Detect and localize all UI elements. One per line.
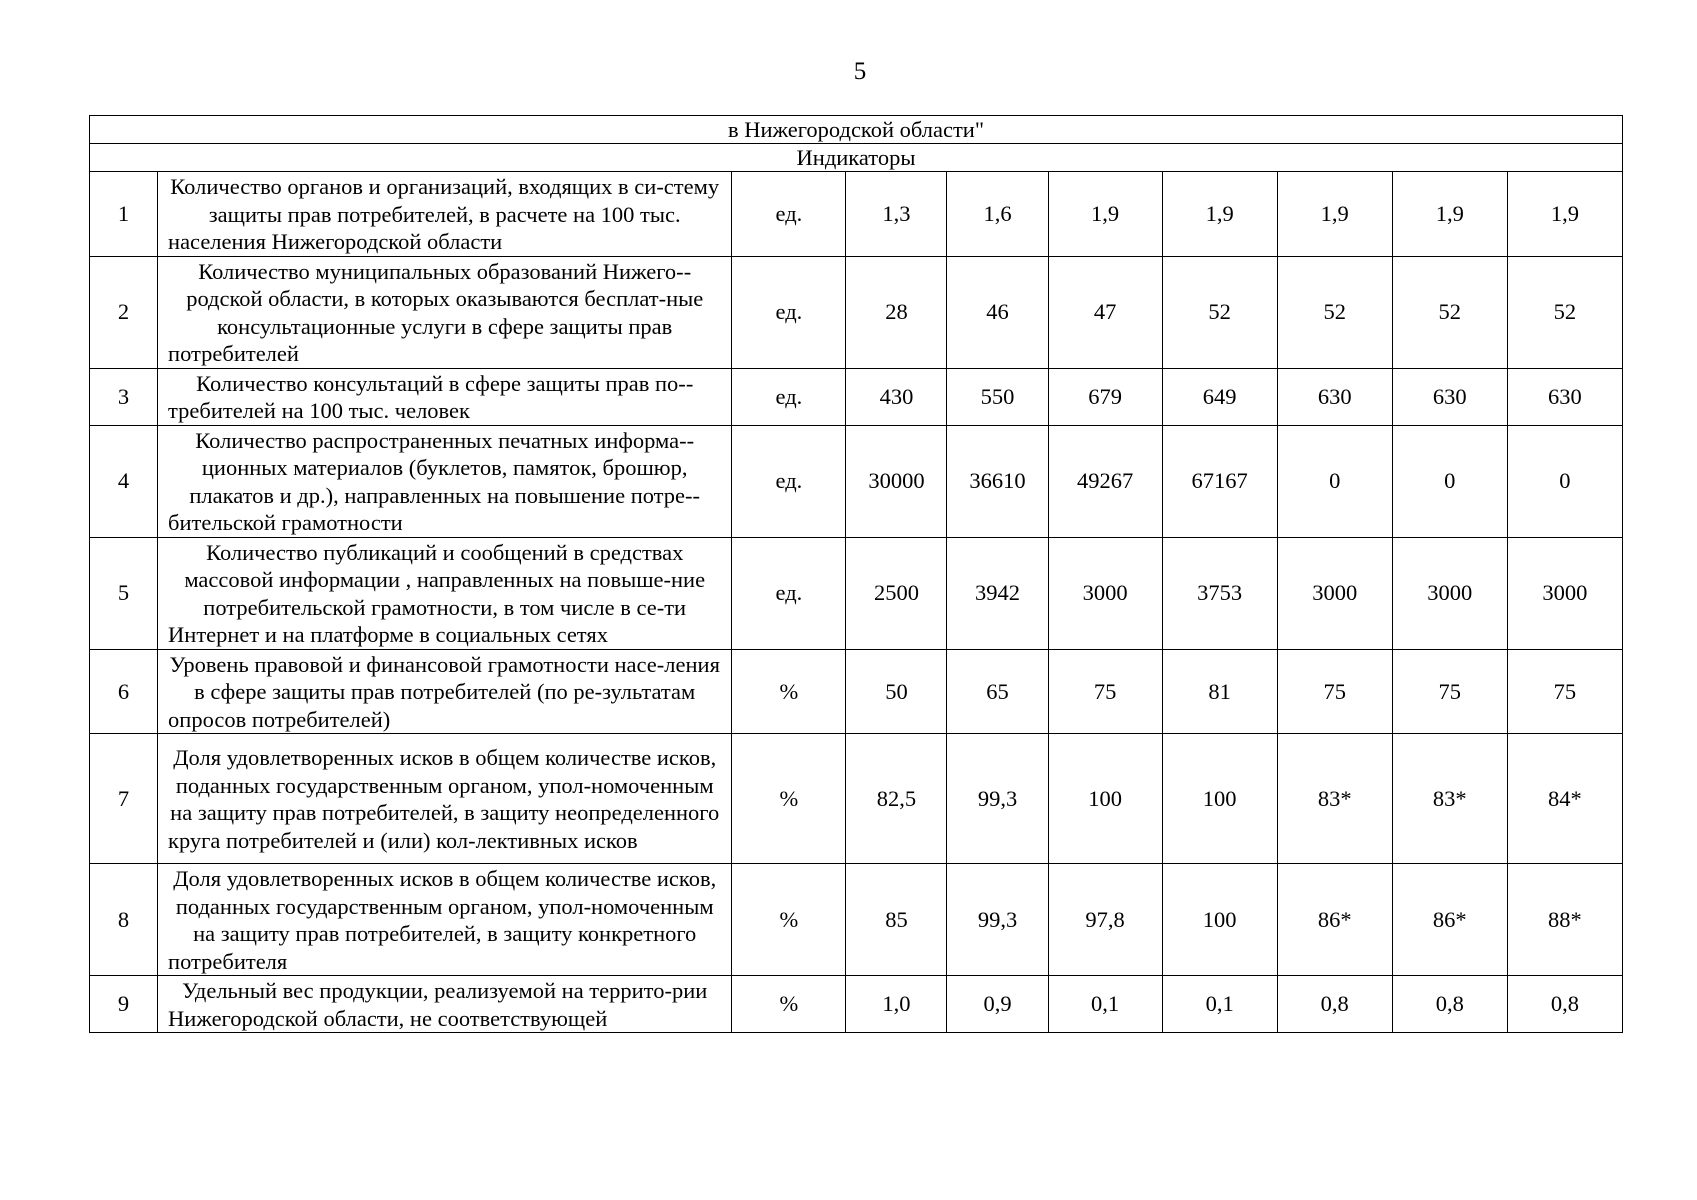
table-row — [90, 537, 1623, 649]
subsection-title: Индикаторы — [90, 144, 1623, 172]
unit-cell: ед. — [732, 537, 846, 649]
value-cell: 3942 — [947, 537, 1048, 649]
unit-cell: % — [732, 734, 846, 864]
indicator-description-cell: Количество органов и организаций, входящих в си-стему защиты прав потребителей, в расчете на 100 тыс. населения Нижегородской области — [158, 172, 732, 257]
value-cell: 0,1 — [1048, 976, 1162, 1033]
table-row — [90, 368, 1623, 425]
table-row — [90, 256, 1623, 368]
value-cell: 46 — [947, 256, 1048, 368]
value-cell: 0 — [1507, 425, 1622, 537]
unit-cell: ед. — [732, 425, 846, 537]
table-row — [90, 425, 1623, 537]
value-cell: 75 — [1277, 649, 1392, 734]
value-cell: 36610 — [947, 425, 1048, 537]
value-cell: 49267 — [1048, 425, 1162, 537]
indicator-description-cell: Количество консультаций в сфере защиты прав по-требителей на 100 тыс. человек — [158, 368, 732, 425]
value-cell: 1,9 — [1507, 172, 1622, 257]
table-row — [90, 172, 1623, 257]
section-title: в Нижегородской области" — [90, 116, 1623, 144]
value-cell: 0,8 — [1507, 976, 1622, 1033]
row-number-cell: 6 — [90, 649, 158, 734]
value-cell: 52 — [1277, 256, 1392, 368]
value-cell: 649 — [1162, 368, 1277, 425]
section-title-row — [90, 116, 1623, 144]
value-cell: 630 — [1392, 368, 1507, 425]
value-cell: 50 — [846, 649, 947, 734]
value-cell: 3000 — [1277, 537, 1392, 649]
indicator-description-cell: Уровень правовой и финансовой грамотности насе-ления в сфере защиты прав потребителей (по ре-зультатам опросов потребителей) — [158, 649, 732, 734]
indicator-description-cell: Доля удовлетворенных исков в общем количестве исков, поданных государственным органом, упол-номоченным на защиту прав потребителей, в защиту неопределенного круга потребителей и (или) кол-лективных исков — [158, 734, 732, 864]
value-cell: 75 — [1048, 649, 1162, 734]
table-row — [90, 734, 1623, 864]
table-row — [90, 976, 1623, 1033]
indicators-table — [89, 115, 1623, 1033]
value-cell: 99,3 — [947, 864, 1048, 976]
unit-cell: ед. — [732, 368, 846, 425]
value-cell: 100 — [1162, 864, 1277, 976]
row-number-cell: 9 — [90, 976, 158, 1033]
value-cell: 47 — [1048, 256, 1162, 368]
subsection-title-row — [90, 144, 1623, 172]
value-cell: 679 — [1048, 368, 1162, 425]
value-cell: 83* — [1392, 734, 1507, 864]
indicator-description-cell: Доля удовлетворенных исков в общем количестве исков, поданных государственным органом, упол-номоченным на защиту прав потребителей, в защиту конкретного потребителя — [158, 864, 732, 976]
value-cell: 28 — [846, 256, 947, 368]
value-cell: 75 — [1392, 649, 1507, 734]
row-number-cell: 1 — [90, 172, 158, 257]
unit-cell: % — [732, 649, 846, 734]
value-cell: 83* — [1277, 734, 1392, 864]
table-row — [90, 649, 1623, 734]
page-number: 5 — [853, 58, 867, 85]
value-cell: 82,5 — [846, 734, 947, 864]
unit-cell: ед. — [732, 172, 846, 257]
value-cell: 100 — [1048, 734, 1162, 864]
value-cell: 3000 — [1507, 537, 1622, 649]
value-cell: 81 — [1162, 649, 1277, 734]
value-cell: 430 — [846, 368, 947, 425]
value-cell: 1,9 — [1162, 172, 1277, 257]
value-cell: 1,9 — [1048, 172, 1162, 257]
table-row — [90, 864, 1623, 976]
value-cell: 1,3 — [846, 172, 947, 257]
value-cell: 0 — [1392, 425, 1507, 537]
value-cell: 0,8 — [1277, 976, 1392, 1033]
value-cell: 1,0 — [846, 976, 947, 1033]
value-cell: 3000 — [1048, 537, 1162, 649]
unit-cell: % — [732, 864, 846, 976]
value-cell: 65 — [947, 649, 1048, 734]
row-number-cell: 3 — [90, 368, 158, 425]
row-number-cell: 4 — [90, 425, 158, 537]
value-cell: 630 — [1507, 368, 1622, 425]
indicator-description-cell: Количество муниципальных образований Нижего-родской области, в которых оказываются бесплат-ные консультационные услуги в сфере защиты прав потребителей — [158, 256, 732, 368]
value-cell: 84* — [1507, 734, 1622, 864]
value-cell: 0,1 — [1162, 976, 1277, 1033]
value-cell: 1,6 — [947, 172, 1048, 257]
value-cell: 2500 — [846, 537, 947, 649]
value-cell: 0 — [1277, 425, 1392, 537]
value-cell: 97,8 — [1048, 864, 1162, 976]
value-cell: 88* — [1507, 864, 1622, 976]
value-cell: 99,3 — [947, 734, 1048, 864]
value-cell: 100 — [1162, 734, 1277, 864]
unit-cell: ед. — [732, 256, 846, 368]
value-cell: 30000 — [846, 425, 947, 537]
row-number-cell: 2 — [90, 256, 158, 368]
value-cell: 1,9 — [1277, 172, 1392, 257]
value-cell: 86* — [1392, 864, 1507, 976]
value-cell: 0,9 — [947, 976, 1048, 1033]
value-cell: 3753 — [1162, 537, 1277, 649]
row-number-cell: 8 — [90, 864, 158, 976]
row-number-cell: 7 — [90, 734, 158, 864]
value-cell: 85 — [846, 864, 947, 976]
value-cell: 86* — [1277, 864, 1392, 976]
value-cell: 52 — [1507, 256, 1622, 368]
row-number-cell: 5 — [90, 537, 158, 649]
value-cell: 52 — [1162, 256, 1277, 368]
indicator-description-cell: Количество распространенных печатных информа-ционных материалов (буклетов, памяток, брошюр, плакатов и др.), направленных на повышение потре-бительской грамотности — [158, 425, 732, 537]
value-cell: 67167 — [1162, 425, 1277, 537]
value-cell: 630 — [1277, 368, 1392, 425]
value-cell: 550 — [947, 368, 1048, 425]
value-cell: 52 — [1392, 256, 1507, 368]
indicator-description-cell: Удельный вес продукции, реализуемой на террито-рии Нижегородской области, не соответствующей — [158, 976, 732, 1033]
value-cell: 3000 — [1392, 537, 1507, 649]
value-cell: 1,9 — [1392, 172, 1507, 257]
unit-cell: % — [732, 976, 846, 1033]
value-cell: 0,8 — [1392, 976, 1507, 1033]
indicator-description-cell: Количество публикаций и сообщений в средствах массовой информации , направленных на повыше-ние потребительской грамотности, в том числе в се-ти Интернет и на платформе в социальных сетях — [158, 537, 732, 649]
value-cell: 75 — [1507, 649, 1622, 734]
